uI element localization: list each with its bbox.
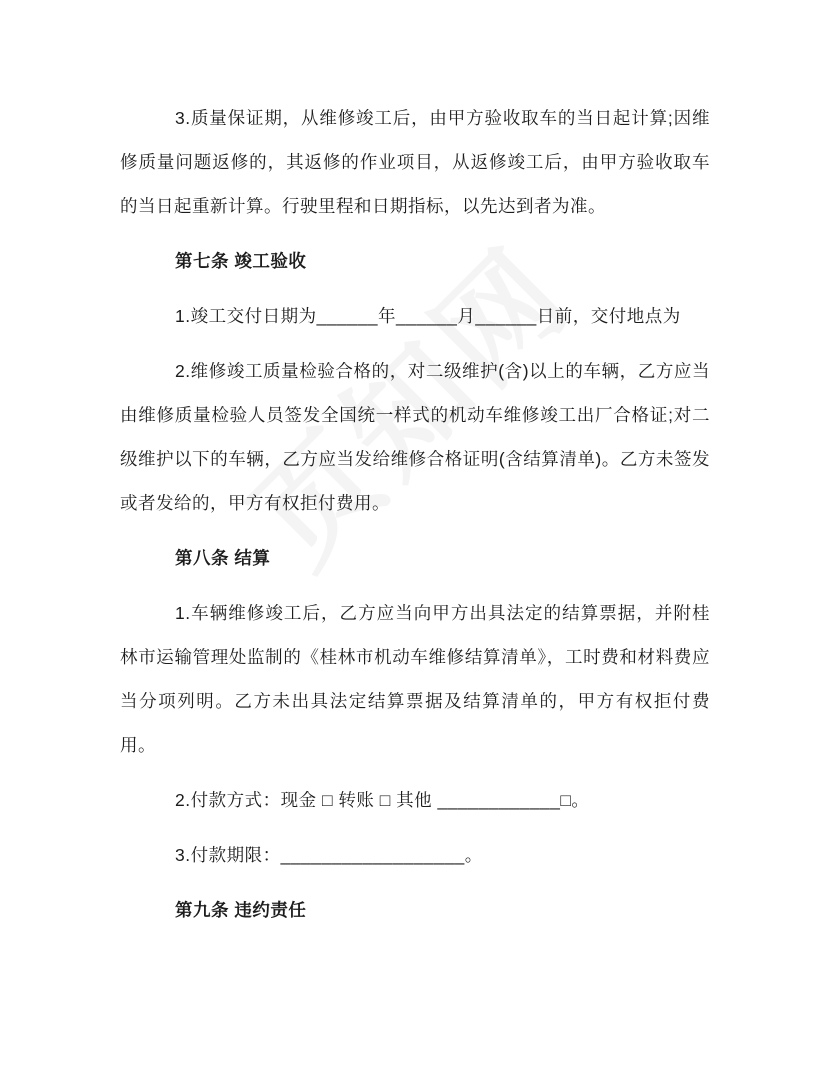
paragraph-quality-warranty: 3.质量保证期，从维修竣工后，由甲方验收取车的当日起计算;因维修质量问题返修的，其返修的作业项目，从返修竣工后，由甲方验收取车的当日起重新计算。行驶里程和日期指标，以先达到者为准。 xyxy=(120,108,710,216)
heading-article-7: 第七条 竣工验收 xyxy=(175,251,307,271)
document-content xyxy=(120,96,710,932)
paragraph-inspection-certificate: 2.维修竣工质量检验合格的，对二级维护(含)以上的车辆，乙方应当由维修质量检验人员签发全国统一样式的机动车维修竣工出厂合格证;对二级维护以下的车辆，乙方应当发给维修合格证明(含结算清单)。乙方未签发或者发给的，甲方有权拒付费用。 xyxy=(120,361,710,513)
paragraph-payment-deadline: 3.付款期限：__________________。 xyxy=(175,845,483,865)
paragraph-payment-method: 2.付款方式：现金 □ 转账 □ 其他 ____________□。 xyxy=(175,790,590,810)
paragraph-delivery-date: 1.竣工交付日期为______年______月______日前，交付地点为 xyxy=(175,306,681,326)
heading-article-8: 第八条 结算 xyxy=(175,548,271,568)
paragraph-settlement-invoice: 1.车辆维修竣工后，乙方应当向甲方出具法定的结算票据，并附桂林市运输管理处监制的《桂林市机动车维修结算清单》，工时费和材料费应当分项列明。乙方未出具法定结算票据及结算清单的，甲方有权拒付费用。 xyxy=(120,603,710,755)
heading-article-9: 第九条 违约责任 xyxy=(175,900,307,920)
